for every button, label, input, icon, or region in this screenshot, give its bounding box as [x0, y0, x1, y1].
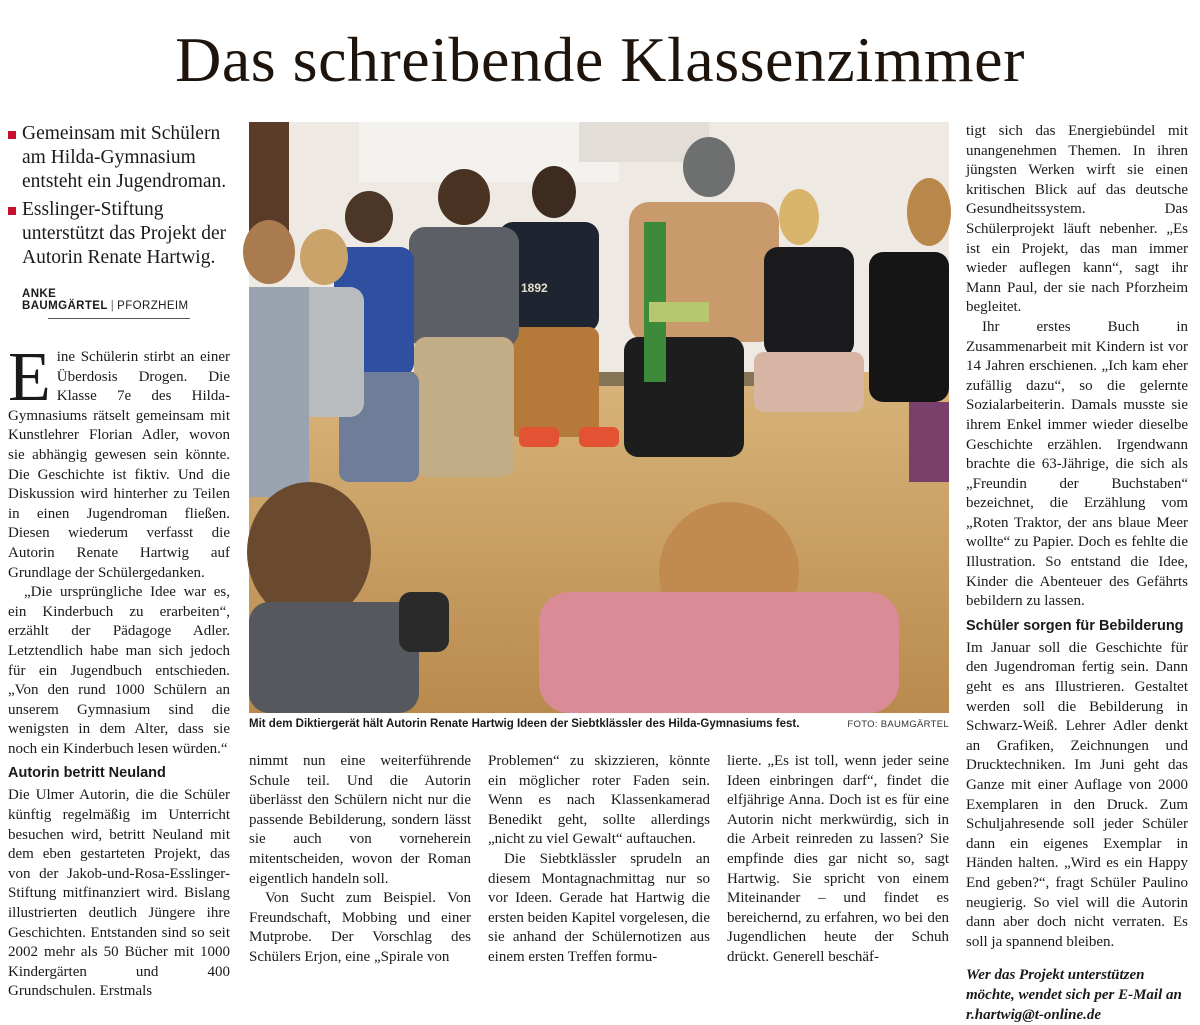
paragraph: „Die ursprüngliche Idee war es, ein Kinderbuch zu erarbeiten“, erzählt der Pädagoge Adler. Letztendlich habe man sich jedoch für ein Jugendbuch entschieden. „Von den rund 1000 Schülern an unserem Gymnasium sind die wenigsten in dem Alter, dass sie noch ein Kinderbuch lesen würden.“: [8, 584, 230, 757]
teaser-text: Gemeinsam mit Schülern am Hilda-Gymnasium entsteht ein Jugendroman.: [22, 123, 227, 192]
text-column-2: [249, 752, 471, 968]
teaser: [8, 122, 230, 274]
teaser-item: [8, 122, 230, 194]
red-square-bullet-icon: [8, 207, 16, 215]
paragraph: Problemen“ zu skizzieren, könnte ein möglicher roter Faden sein. Wenn es nach Klassenkamerad Benedikt geht, sollte allerdings „nicht zu viel Gewalt“ auftauchen.: [488, 753, 710, 848]
subheading: Schüler sorgen für Bebilderung: [966, 617, 1184, 634]
subheading: Autorin betritt Neuland: [8, 765, 166, 782]
photo-credit: FOTO: BAUMGÄRTEL: [847, 719, 949, 730]
article-headline: Das schreibende Klassenzimmer: [175, 24, 1025, 95]
text-column-4: [727, 752, 949, 968]
teaser-item: [8, 198, 230, 270]
red-square-bullet-icon: [8, 131, 16, 139]
contact-note: Wer das Projekt unterstützen möchte, wendet sich per E-Mail an r.hartwig@t-online.de: [966, 967, 1182, 1023]
paragraph: Die Siebtklässler sprudeln an diesem Montagnachmittag nur so vor Ideen. Gerade hat Hartwig die ersten beiden Kapitel vorgelesen, die sie anhand der Schülernotizen aus einem ersten Treffen formu-: [488, 850, 710, 965]
byline-divider: [48, 318, 190, 319]
shirt-print: 1892: [521, 281, 548, 295]
paragraph: Die Ulmer Autorin, die die Schüler künftig regelmäßig im Unterricht besuchen wird, betritt Neuland mit dem eben gestarteten Projekt, das von der Jakob-und-Rosa-Esslinger-Stiftung mitfinanziert wird. Bislang illustrierten deutlich Jüngere ihre Geschichten. Entstanden sind so seit 2002 mehr als 50 Bücher mit 1000 Kindergärten und 400 Grundschulen. Erstmals: [8, 787, 230, 1000]
text-column-5: [966, 122, 1188, 1025]
paragraph: nimmt nun eine weiterführende Schule teil. Und die Autorin überlässt den Schülern nicht nur die passende Bebilderung, sondern lässt sie auch von vorneherein mitentscheiden, wovon der Roman eigentlich handeln soll.: [249, 753, 471, 887]
lead-paragraph: [8, 339, 230, 583]
teaser-text: Esslinger-Stiftung unterstützt das Projekt der Autorin Renate Hartwig.: [22, 199, 227, 268]
paragraph: Von Sucht zum Beispiel. Von Freundschaft, Mobbing und einer Mutprobe. Der Vorschlag des Schülers Erjon, eine „Spirale von: [249, 890, 471, 965]
drop-cap: E: [8, 339, 51, 416]
text-column-1: [8, 339, 230, 1002]
article-photo: [249, 122, 949, 713]
byline-place: PFORZHEIM: [117, 300, 189, 312]
byline: [22, 288, 222, 312]
classroom-photo-illustration: [249, 122, 949, 713]
lead-text: ine Schülerin stirbt an einer Überdosis Drogen. Die Klasse 7e des Hilda-Gymnasiums rätselt gemeinsam mit Kunstlehrer Florian Adler, wovon sie abhängig gewesen sein könnte. Die Geschichte ist fiktiv. Und die Diskussion wird hinterher zu Teilen in einen Jugendroman fließen. Diesen wiederum verfasst die Autorin Renate Hartwig auf Grundlage der Schülergedanken.: [8, 349, 230, 581]
paragraph: tigt sich das Energiebündel mit unangenehmen Themen. In ihren jüngsten Werken wirft sie einen kritischen Blick auf das deutsche Gesundheitssystem. Das Schülerprojekt läuft nebenher. „Es ist ein Projekt, das man immer wieder auflegen kann“, sagt ihr Mann Paul, der sie nach Pforzheim begleitet.: [966, 123, 1188, 316]
paragraph: Ihr erstes Buch in Zusammenarbeit mit Kindern ist vor 14 Jahren erschienen. „Ich kam eher zufällig dazu“, so die gelernte Sozialarbeiterin. Damals musste sie ihrem Enkel immer wieder dieselbe Geschichte erzählen. Irgendwann brachte die 63-Jährige, die sich als „Freundin der Buchstaben“ bezeichnet, die Erzählung vom „Roten Traktor, der ans blaue Meer wollte“ zu Papier. Doch es fehlte die Illustration. So entstand die Idee, Kinder die Abenteuer des Gefährts bebildern zu lassen.: [966, 318, 1188, 610]
text-column-3: [488, 752, 710, 968]
paragraph: Im Januar soll die Geschichte für den Jugendroman fertig sein. Dann geht es ans Illustrieren. Gestaltet werden soll die Bebilderung in Schwarz-Weiß. Lehrer Adler denkt an Grafiken, Zeichnungen und Drucktechniken. Im Juni geht das Ganze mit einer Auflage von 2000 Exemplaren in den Druck. Zum Schuljahresende soll jeder Schüler dann ein eigenes Exemplar in Händen halten. „Wird es ein Happy End geben?“, fragt Schüler Paulino neugierig. So viel will die Autorin dann aber doch nicht verraten. Es soll ja spannend bleiben.: [966, 639, 1188, 950]
photo-caption: [249, 718, 949, 730]
caption-text: Mit dem Diktiergerät hält Autorin Renate Hartwig Ideen der Siebtklässler des Hilda-Gymnasiums fest.: [249, 718, 800, 730]
paragraph: lierte. „Es ist toll, wenn jeder seine Ideen einbringen darf“, findet die elfjährige Anna. Doch ist es für eine Autorin nicht merkwürdig, sich in die Arbeit reinreden zu lassen? Sie empfinde dies gar nicht so, sagt Hartwig. Sie spricht von einem Miteinander – und findet es bereichernd, zu erfahren, wo bei den Jugendlichen heute der Schuh drückt. Generell beschäf-: [727, 753, 949, 965]
byline-separator: |: [110, 300, 115, 312]
byline-author: ANKE BAUMGÄRTEL: [22, 288, 108, 312]
